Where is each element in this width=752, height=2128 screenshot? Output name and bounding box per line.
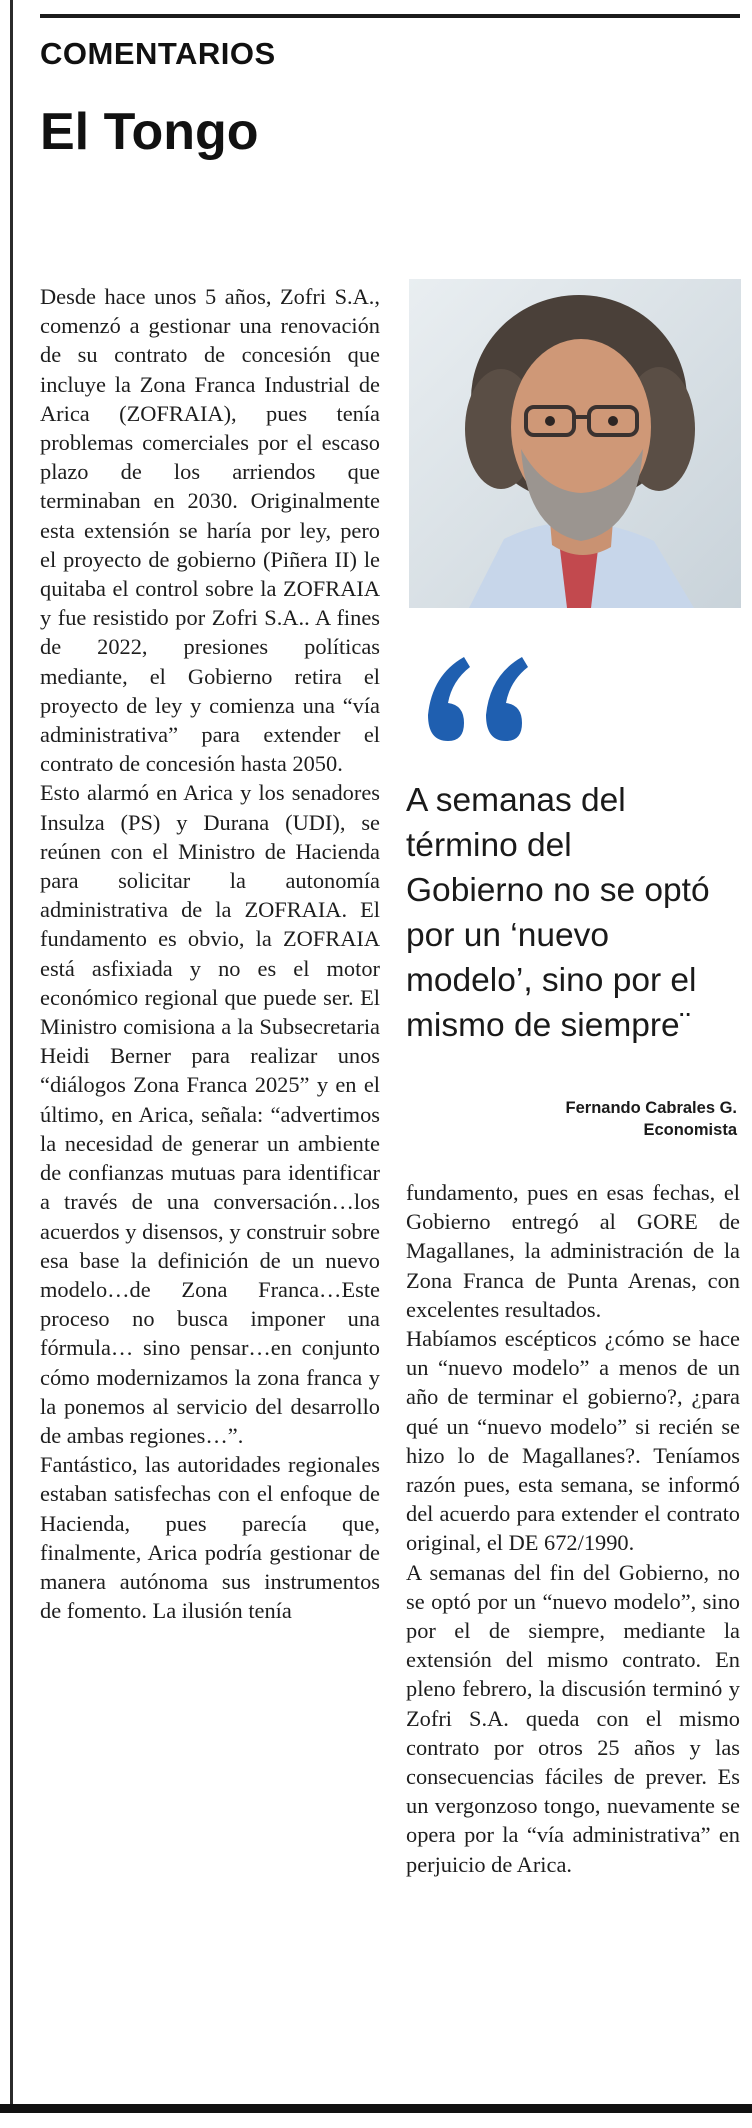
paragraph: A semanas del fin del Gobierno, no se optó por un “nuevo modelo”, sino por el de siempre, mediante la extensión del mismo contrato. En pleno febrero, la discusión terminó y Zofri S.A. queda con el mismo contrato por otros 25 años y las consecuencias fáciles de prever. Es un vergonzoso tongo, nuevamente se opera por la “vía administrativa” en perjuicio de Arica. [406, 1559, 740, 1877]
author-role: Economista [643, 1121, 737, 1139]
pull-quote-line: A semanas del [406, 782, 626, 819]
pull-quote-line: modelo’, sino por el [406, 962, 697, 999]
open-quote-icon [414, 645, 534, 765]
header-rule [40, 14, 740, 18]
paragraph: Fantástico, las autoridades regionales estaban satisfechas con el enfoque de Hacienda, pues parecía que, finalmente, Arica podría gestionar de manera autónoma sus instrumentos de fomento. La ilusión tenía [40, 1452, 380, 1624]
pull-quote-line: Gobierno no se optó [406, 872, 710, 909]
pull-quote-line: término del [406, 827, 572, 864]
article-column-right [406, 1178, 740, 1879]
author-name: Fernando Cabrales G. [565, 1099, 737, 1117]
article-column-left [40, 282, 380, 1625]
paragraph: Esto alarmó en Arica y los senadores Insulza (PS) y Durana (UDI), se reúnen con el Ministro de Hacienda para solicitar la autonomía administrativa de la ZOFRAIA. El fundamento es obvio, la ZOFRAIA está asfixiada y no es el motor económico regional que puede ser. El Ministro comisiona a la Subsecretaria Heidi Berner para realizar unos “diálogos Zona Franca 2025” y en el último, en Arica, señala: “advertimos la necesidad de generar un ambiente de confianzas mutuas para identificar a través de una conversación…los acuerdos y disensos, y construir sobre esa base la definición de un nuevo modelo…de Zona Franca…Este proceso no busca imponer una fórmula… sino pensar…en conjunto cómo modernizamos la zona franca y la ponemos al servicio del desarrollo de ambas regiones…”. [40, 780, 380, 1448]
section-label: COMENTARIOS [40, 36, 276, 71]
paragraph: Desde hace unos 5 años, Zofri S.A., comenzó a gestionar una renovación de su contrato de concesión que incluye la Zona Franca Industrial de Arica (ZOFRAIA), pues tenía problemas comerciales por el escaso plazo de los arriendos que terminaban en 2030. Originalmente esta extensión se haría por ley, pero el proyecto de gobierno (Piñera II) le quitaba el control sobre la ZOFRAIA y fue resistido por Zofri S.A.. A fines de 2022, presiones políticas mediante, el Gobierno retira el proyecto de ley y comienza una “vía administrativa” para extender el contrato de concesión hasta 2050. [40, 284, 380, 777]
paragraph: Habíamos escépticos ¿cómo se hace un “nuevo modelo” a menos de un año de terminar el gobierno?, ¿para qué un “nuevo modelo” si recién se hizo lo de Magallanes?. Teníamos razón pues, esta semana, se informó del acuerdo para extender el contrato original, el DE 672/1990. [406, 1326, 740, 1556]
pull-quote-line: por un ‘nuevo [406, 917, 610, 954]
byline [566, 1097, 737, 1141]
pull-quote [406, 778, 742, 1048]
pull-quote-line: mismo de siempre¨ [406, 1007, 691, 1044]
page-edge-rule [10, 0, 13, 2105]
author-portrait [409, 279, 741, 608]
footer-rule [0, 2104, 752, 2113]
paragraph: fundamento, pues en esas fechas, el Gobierno entregó al GORE de Magallanes, la administración de la Zona Franca de Punta Arenas, con excelentes resultados. [406, 1180, 740, 1322]
article-title: El Tongo [40, 103, 259, 161]
